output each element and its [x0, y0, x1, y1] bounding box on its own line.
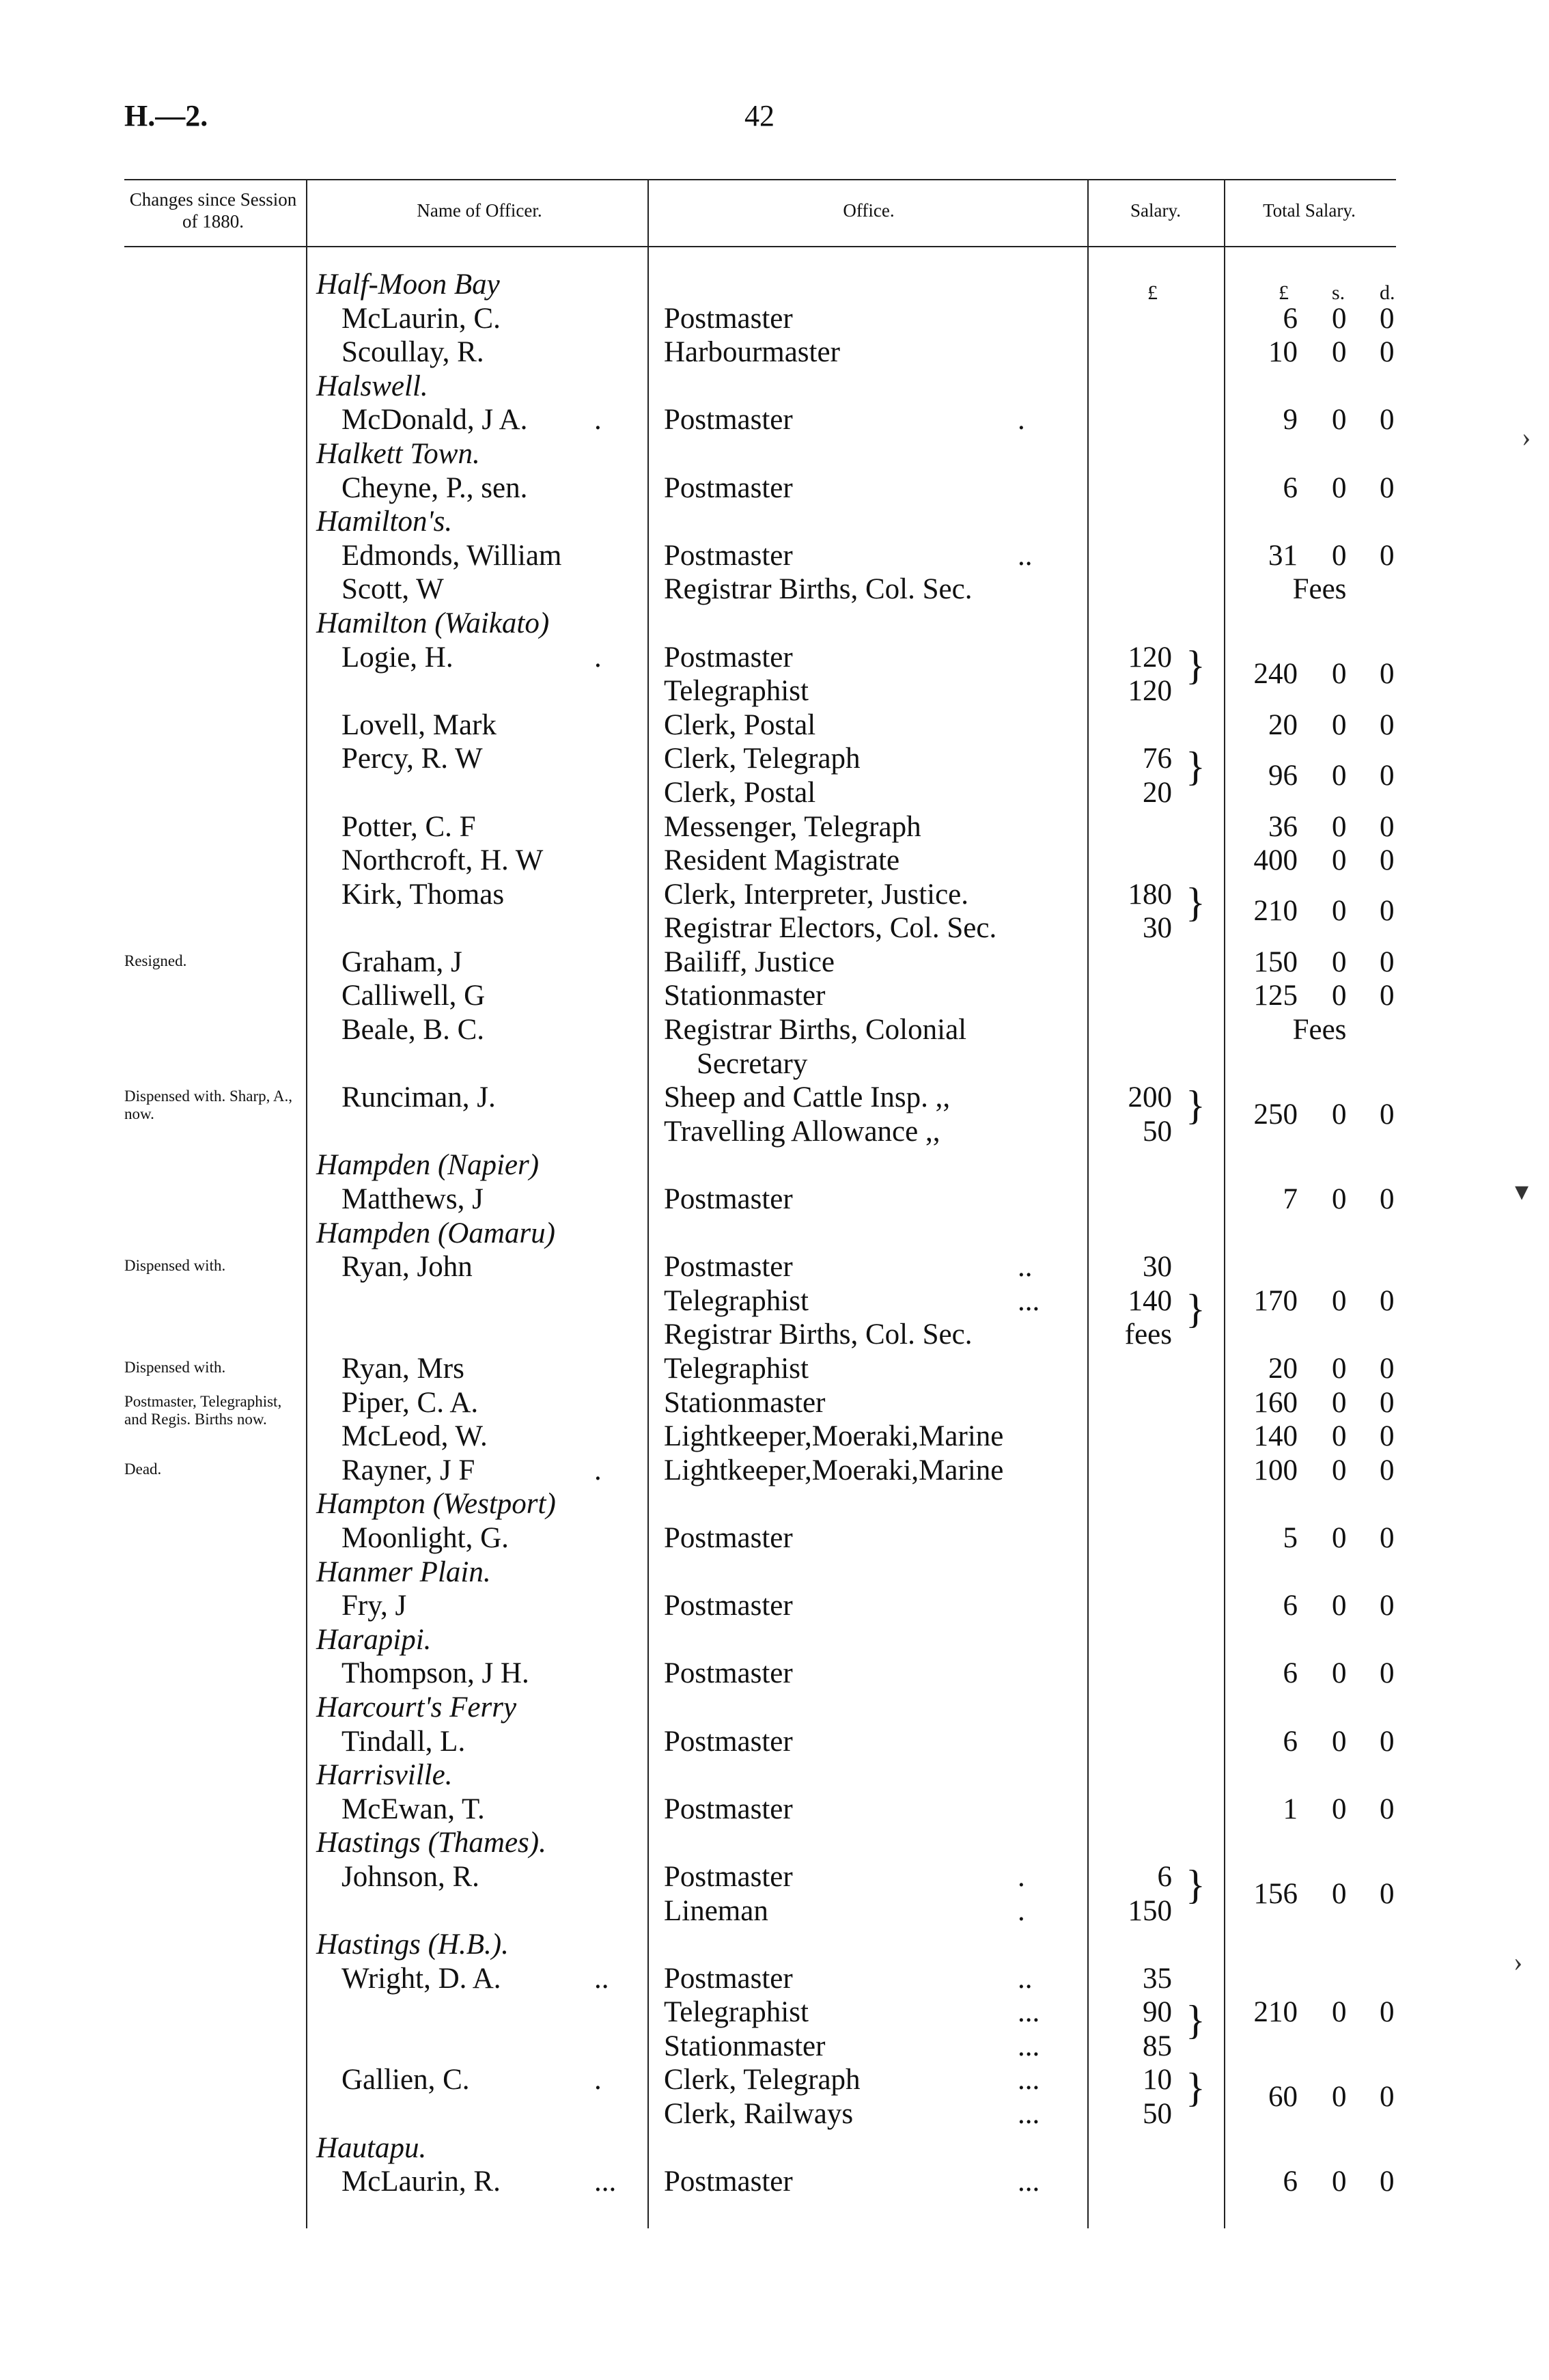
office-title: Clerk, Telegraph [664, 2064, 861, 2097]
office-title: Postmaster [664, 1962, 793, 1995]
brace-bracket: } [1186, 879, 1205, 925]
section-row [0, 1555, 1549, 1590]
table-row [0, 1352, 1549, 1386]
total-pence: 0 [1380, 1725, 1395, 1758]
office-title: Resident Magistrate [664, 844, 900, 877]
total-pounds: 31 [1268, 539, 1298, 572]
table-row [0, 2030, 1549, 2064]
place-heading: Hastings (Thames). [316, 1827, 546, 1859]
total-shillings: 0 [1332, 1521, 1347, 1554]
total-pence: 0 [1380, 302, 1395, 335]
change-note: Postmaster, Telegraphist, and Regis. Births now. [124, 1392, 282, 1428]
table-row [0, 1657, 1549, 1691]
section-row [0, 1758, 1549, 1793]
officer-table-body [0, 268, 1549, 2199]
place-heading: Hampden (Napier) [316, 1149, 540, 1182]
office-title: Postmaster [664, 1793, 793, 1825]
officer-name: Gallien, C. [341, 2064, 470, 2097]
table-row [0, 1589, 1549, 1623]
table-row [0, 1962, 1549, 1996]
table-row [0, 708, 1549, 743]
salary-value: 120 [1128, 641, 1172, 674]
office-title: Postmaster [664, 471, 793, 504]
section-row [0, 607, 1549, 641]
salary-value: 30 [1143, 912, 1172, 945]
office-title: Stationmaster [664, 980, 826, 1012]
table-row [0, 945, 1549, 980]
officer-name: Kirk, Thomas [341, 878, 505, 911]
section-row [0, 370, 1549, 404]
office-title: Clerk, Railways [664, 2098, 854, 2131]
table-row [0, 302, 1549, 336]
office-title: Clerk, Interpreter, Justice. [664, 878, 969, 911]
leader-dots: . [1018, 1894, 1025, 1927]
total-shillings: 0 [1332, 1386, 1347, 1419]
total-pounds: 6 [1283, 471, 1298, 504]
total-pence: 0 [1380, 1420, 1395, 1453]
officer-name: Tindall, L. [341, 1725, 466, 1758]
total-pounds: 96 [1268, 759, 1298, 792]
officer-name: Cheyne, P., sen. [341, 471, 528, 504]
total-pence: 0 [1380, 1996, 1395, 2029]
total-pence: 0 [1380, 471, 1395, 504]
officer-name: Northcroft, H. W [341, 844, 544, 877]
total-pounds: 6 [1283, 302, 1298, 335]
total-pence: 0 [1380, 539, 1395, 572]
salary-value: 6 [1157, 1860, 1172, 1893]
leader-dots: . [594, 2064, 602, 2097]
officer-name: McLeod, W. [341, 1420, 488, 1453]
table-row [0, 1420, 1549, 1454]
table-row [0, 641, 1549, 688]
table-row [0, 1454, 1549, 1488]
total-pounds: 210 [1253, 1996, 1298, 2029]
section-row [0, 1217, 1549, 1251]
total-pounds: 156 [1253, 1877, 1298, 1910]
officer-name: Fry, J [341, 1590, 407, 1622]
officer-name: McLaurin, R. [341, 2165, 501, 2198]
place-heading: Hanmer Plain. [316, 1555, 491, 1588]
salary-value: 30 [1143, 1251, 1172, 1284]
total-pence: 0 [1380, 1877, 1395, 1910]
total-shillings: 0 [1332, 1098, 1347, 1131]
section-row [0, 1487, 1549, 1521]
total-fees: Fees [1292, 573, 1347, 606]
leader-dots: ... [1018, 2064, 1040, 2097]
header-top-rule [124, 179, 1396, 180]
officer-name: Potter, C. F [341, 810, 476, 843]
place-heading: Harrisville. [316, 1759, 453, 1792]
leader-dots: . [1018, 404, 1025, 437]
place-heading: Hampton (Westport) [316, 1488, 556, 1521]
total-shillings: 0 [1332, 1590, 1347, 1622]
salary-value: 20 [1143, 776, 1172, 809]
total-pounds: 60 [1268, 2081, 1298, 2114]
total-pence: 0 [1380, 1183, 1395, 1216]
leader-dots: ... [1018, 2165, 1040, 2198]
office-title: Postmaster [664, 404, 793, 437]
officer-name: Scoullay, R. [341, 336, 484, 369]
brace-bracket: } [1186, 1083, 1205, 1129]
total-pence: 0 [1380, 844, 1395, 877]
table-row [0, 1725, 1549, 1759]
total-shillings: 0 [1332, 1877, 1347, 1910]
page-number: 42 [744, 99, 774, 133]
office-title: Postmaster [664, 1251, 793, 1284]
office-title: Postmaster [664, 1183, 793, 1216]
officer-name: Matthews, J [341, 1183, 484, 1216]
salary-value: 76 [1143, 743, 1172, 775]
total-pence: 0 [1380, 980, 1395, 1012]
section-row [0, 1623, 1549, 1657]
change-note: Resigned. [124, 952, 187, 969]
office-title: Postmaster [664, 1590, 793, 1622]
margin-mark: › [1513, 1946, 1523, 1977]
leader-dots: . [594, 404, 602, 437]
total-shillings: 0 [1332, 302, 1347, 335]
officer-name: Runciman, J. [341, 1081, 496, 1114]
officer-name: Ryan, John [341, 1251, 473, 1284]
place-heading: Half-Moon Bay [316, 268, 500, 301]
table-row [0, 403, 1549, 437]
table-row [0, 1013, 1549, 1047]
total-pence: 0 [1380, 1454, 1395, 1486]
total-pence: 0 [1380, 708, 1395, 741]
section-row [0, 505, 1549, 539]
office-title: Registrar Births, Colonial [664, 1014, 967, 1047]
leader-dots: ... [1018, 2030, 1040, 2062]
table-row [0, 810, 1549, 844]
salary-value: 180 [1128, 878, 1172, 911]
header-bottom-rule [124, 246, 1396, 247]
total-pence: 0 [1380, 1386, 1395, 1419]
table-row [0, 1521, 1549, 1555]
total-shillings: 0 [1332, 1725, 1347, 1758]
section-row [0, 1691, 1549, 1725]
brace-bracket: } [1186, 642, 1205, 688]
brace-bracket: } [1186, 1862, 1205, 1907]
total-unit-shillings: s. [1332, 281, 1345, 304]
table-row [0, 2081, 1549, 2131]
salary-value: 10 [1143, 2064, 1172, 2097]
officer-name: Edmonds, William [341, 539, 562, 572]
leader-dots: ... [1018, 2098, 1040, 2131]
margin-mark: ▾ [1515, 1176, 1529, 1206]
total-shillings: 0 [1332, 980, 1347, 1012]
section-row [0, 1826, 1549, 1860]
office-title: Registrar Births, Col. Sec. [664, 573, 973, 606]
total-pence: 0 [1380, 1521, 1395, 1554]
officer-name: Thompson, J H. [341, 1657, 529, 1690]
office-title: Lightkeeper,Moeraki,Marine [664, 1420, 1004, 1453]
officer-name: Rayner, J F [341, 1454, 475, 1486]
total-pounds: 150 [1253, 945, 1298, 978]
table-row [0, 1284, 1549, 1331]
total-shillings: 0 [1332, 708, 1347, 741]
table-row [0, 979, 1549, 1013]
office-title: Postmaster [664, 2165, 793, 2198]
office-title: Harbourmaster [664, 336, 840, 369]
office-title: Telegraphist [664, 1284, 809, 1317]
officer-name: Graham, J [341, 945, 462, 978]
total-pence: 0 [1380, 2081, 1395, 2114]
total-unit-pounds: £ [1279, 281, 1289, 304]
office-title: Postmaster [664, 1860, 793, 1893]
leader-dots: . [594, 641, 602, 674]
officer-name: Scott, W [341, 573, 444, 606]
total-pence: 0 [1380, 759, 1395, 792]
total-shillings: 0 [1332, 1996, 1347, 2029]
officer-name: McEwan, T. [341, 1793, 485, 1825]
office-title: Lightkeeper,Moeraki,Marine [664, 1454, 1004, 1486]
total-fees: Fees [1292, 1014, 1347, 1047]
officer-name: Lovell, Mark [341, 708, 497, 741]
brace-bracket: } [1186, 2065, 1205, 2111]
table-row [0, 895, 1549, 945]
table-row [0, 1318, 1549, 1352]
total-pounds: 20 [1268, 1353, 1298, 1385]
change-note: Dispensed with. [124, 1257, 226, 1275]
office-title: Secretary [697, 1047, 808, 1080]
office-title: Postmaster [664, 1657, 793, 1690]
section-row [0, 1148, 1549, 1182]
officer-name: Percy, R. W [341, 743, 483, 775]
total-pounds: 170 [1253, 1284, 1298, 1317]
salary-value: 85 [1143, 2030, 1172, 2062]
office-title: Telegraphist [664, 1996, 809, 2029]
total-shillings: 0 [1332, 539, 1347, 572]
change-note: Dead. [124, 1460, 162, 1478]
table-row [0, 742, 1549, 790]
total-shillings: 0 [1332, 1420, 1347, 1453]
office-title: Lineman [664, 1894, 768, 1927]
total-pounds: 125 [1253, 980, 1298, 1012]
office-title: Postmaster [664, 641, 793, 674]
officer-name: McLaurin, C. [341, 302, 501, 335]
office-title: Bailiff, Justice [664, 945, 835, 978]
col-head-salary: Salary. [1130, 200, 1181, 221]
office-title: Registrar Births, Col. Sec. [664, 1318, 973, 1351]
total-pounds: 36 [1268, 810, 1298, 843]
table-row [0, 1877, 1549, 1928]
office-title: Postmaster [664, 1521, 793, 1554]
leader-dots: .. [1018, 1962, 1033, 1995]
place-heading: Harapipi. [316, 1623, 432, 1656]
total-pounds: 7 [1283, 1183, 1298, 1216]
report-code: H.—2. [124, 99, 208, 133]
total-pounds: 1 [1283, 1793, 1298, 1825]
col-head-office: Office. [843, 200, 895, 221]
total-pence: 0 [1380, 336, 1395, 369]
office-title: Clerk, Postal [664, 708, 816, 741]
margin-mark: › [1522, 421, 1531, 452]
section-row [0, 437, 1549, 471]
table-row [0, 1182, 1549, 1217]
table-row [0, 1047, 1549, 1081]
total-pounds: 6 [1283, 1657, 1298, 1690]
total-shillings: 0 [1332, 1657, 1347, 1690]
col-head-total: Total Salary. [1263, 200, 1356, 221]
leader-dots: .. [1018, 1251, 1033, 1284]
total-pence: 0 [1380, 404, 1395, 437]
total-pence: 0 [1380, 1353, 1395, 1385]
total-pounds: 10 [1268, 336, 1298, 369]
officer-name: Calliwell, G [341, 980, 486, 1012]
office-title: Messenger, Telegraph [664, 810, 921, 843]
place-heading: Halkett Town. [316, 437, 480, 470]
officer-name: Johnson, R. [341, 1860, 479, 1893]
leader-dots: ... [1018, 1284, 1040, 1317]
salary-value: fees [1124, 1318, 1172, 1351]
brace-bracket: } [1186, 1997, 1205, 2043]
total-shillings: 0 [1332, 336, 1347, 369]
total-pence: 0 [1380, 2165, 1395, 2198]
salary-unit: £ [1147, 281, 1158, 304]
salary-value: 140 [1128, 1284, 1172, 1317]
office-title: Travelling Allowance ,, [664, 1115, 940, 1148]
table-row [0, 1081, 1549, 1129]
col-head-changes: Changes since Session of 1880. [129, 189, 297, 232]
leader-dots: ... [594, 2165, 617, 2198]
total-shillings: 0 [1332, 1353, 1347, 1385]
place-heading: Hampden (Oamaru) [316, 1217, 555, 1249]
office-title: Telegraphist [664, 1353, 809, 1385]
brace-bracket: } [1186, 1286, 1205, 1331]
section-row [0, 2131, 1549, 2165]
total-pence: 0 [1380, 895, 1395, 928]
place-heading: Halswell. [316, 370, 428, 402]
col-head-name: Name of Officer. [417, 200, 542, 221]
total-pence: 0 [1380, 1590, 1395, 1622]
total-shillings: 0 [1332, 2081, 1347, 2114]
place-heading: Harcourt's Ferry [316, 1691, 517, 1724]
total-pounds: 9 [1283, 404, 1298, 437]
place-heading: Hastings (H.B.). [316, 1928, 509, 1961]
change-note: Dispensed with. Sharp, A., now. [124, 1088, 292, 1123]
total-pounds: 210 [1253, 895, 1298, 928]
brace-bracket: } [1186, 744, 1205, 790]
total-shillings: 0 [1332, 945, 1347, 978]
total-pence: 0 [1380, 810, 1395, 843]
officer-name: Beale, B. C. [341, 1014, 484, 1047]
total-pence: 0 [1380, 658, 1395, 691]
table-row [0, 2165, 1549, 2199]
total-pounds: 240 [1253, 658, 1298, 691]
office-title: Postmaster [664, 302, 793, 335]
total-pence: 0 [1380, 1657, 1395, 1690]
office-title: Sheep and Cattle Insp. ,, [664, 1081, 951, 1114]
salary-value: 120 [1128, 675, 1172, 708]
total-pounds: 160 [1253, 1386, 1298, 1419]
table-row [0, 1250, 1549, 1284]
officer-name: Logie, H. [341, 641, 453, 674]
total-shillings: 0 [1332, 810, 1347, 843]
total-shillings: 0 [1332, 759, 1347, 792]
leader-dots: . [1018, 1860, 1025, 1893]
table-row [0, 878, 1549, 925]
total-pounds: 100 [1253, 1454, 1298, 1486]
total-shillings: 0 [1332, 844, 1347, 877]
total-pounds: 140 [1253, 1420, 1298, 1453]
salary-value: 90 [1143, 1996, 1172, 2029]
officer-name: Ryan, Mrs [341, 1353, 464, 1385]
salary-value: 200 [1128, 1081, 1172, 1114]
total-shillings: 0 [1332, 895, 1347, 928]
table-row [0, 572, 1549, 607]
total-shillings: 0 [1332, 1183, 1347, 1216]
section-row [0, 1928, 1549, 1962]
total-pounds: 6 [1283, 1590, 1298, 1622]
total-pence: 0 [1380, 945, 1395, 978]
office-title: Clerk, Telegraph [664, 743, 861, 775]
total-shillings: 0 [1332, 1793, 1347, 1825]
officer-name: Moonlight, G. [341, 1521, 509, 1554]
place-heading: Hamilton's. [316, 506, 453, 538]
office-title: Stationmaster [664, 2030, 826, 2062]
office-title: Telegraphist [664, 675, 809, 708]
leader-dots: ... [1018, 1996, 1040, 2029]
total-pence: 0 [1380, 1284, 1395, 1317]
table-row [0, 1995, 1549, 2043]
office-title: Postmaster [664, 1725, 793, 1758]
total-shillings: 0 [1332, 471, 1347, 504]
place-heading: Hautapu. [316, 2131, 427, 2164]
total-shillings: 0 [1332, 404, 1347, 437]
change-note: Dispensed with. [124, 1359, 226, 1376]
total-pounds: 20 [1268, 708, 1298, 741]
salary-value: 50 [1143, 2098, 1172, 2131]
salary-value: 35 [1143, 1962, 1172, 1995]
table-row [0, 335, 1549, 370]
table-row [0, 1386, 1549, 1428]
leader-dots: . [594, 1454, 602, 1486]
salary-value: 150 [1128, 1894, 1172, 1927]
total-shillings: 0 [1332, 658, 1347, 691]
table-row [0, 539, 1549, 573]
table-row [0, 844, 1549, 878]
total-pounds: 400 [1253, 844, 1298, 877]
office-title: Registrar Electors, Col. Sec. [664, 912, 997, 945]
place-heading: Hamilton (Waikato) [316, 607, 550, 639]
table-row [0, 471, 1549, 506]
salary-value: 50 [1143, 1115, 1172, 1148]
total-shillings: 0 [1332, 1284, 1347, 1317]
total-shillings: 0 [1332, 2165, 1347, 2198]
total-pounds: 250 [1253, 1098, 1298, 1131]
total-pounds: 5 [1283, 1521, 1298, 1554]
total-pence: 0 [1380, 1098, 1395, 1131]
officer-name: McDonald, J A. [341, 404, 528, 437]
office-title: Postmaster [664, 539, 793, 572]
total-pounds: 6 [1283, 2165, 1298, 2198]
table-row [0, 1860, 1549, 1907]
leader-dots: .. [594, 1962, 609, 1995]
table-row [0, 658, 1549, 708]
section-row [0, 268, 1549, 302]
total-unit-pence: d. [1380, 281, 1395, 304]
total-pounds: 6 [1283, 1725, 1298, 1758]
total-pence: 0 [1380, 1793, 1395, 1825]
officer-name: Piper, C. A. [341, 1386, 479, 1419]
leader-dots: .. [1018, 539, 1033, 572]
officer-name: Wright, D. A. [341, 1962, 501, 1995]
total-shillings: 0 [1332, 1454, 1347, 1486]
office-title: Stationmaster [664, 1386, 826, 1419]
office-title: Clerk, Postal [664, 776, 816, 809]
table-row [0, 1793, 1549, 1827]
